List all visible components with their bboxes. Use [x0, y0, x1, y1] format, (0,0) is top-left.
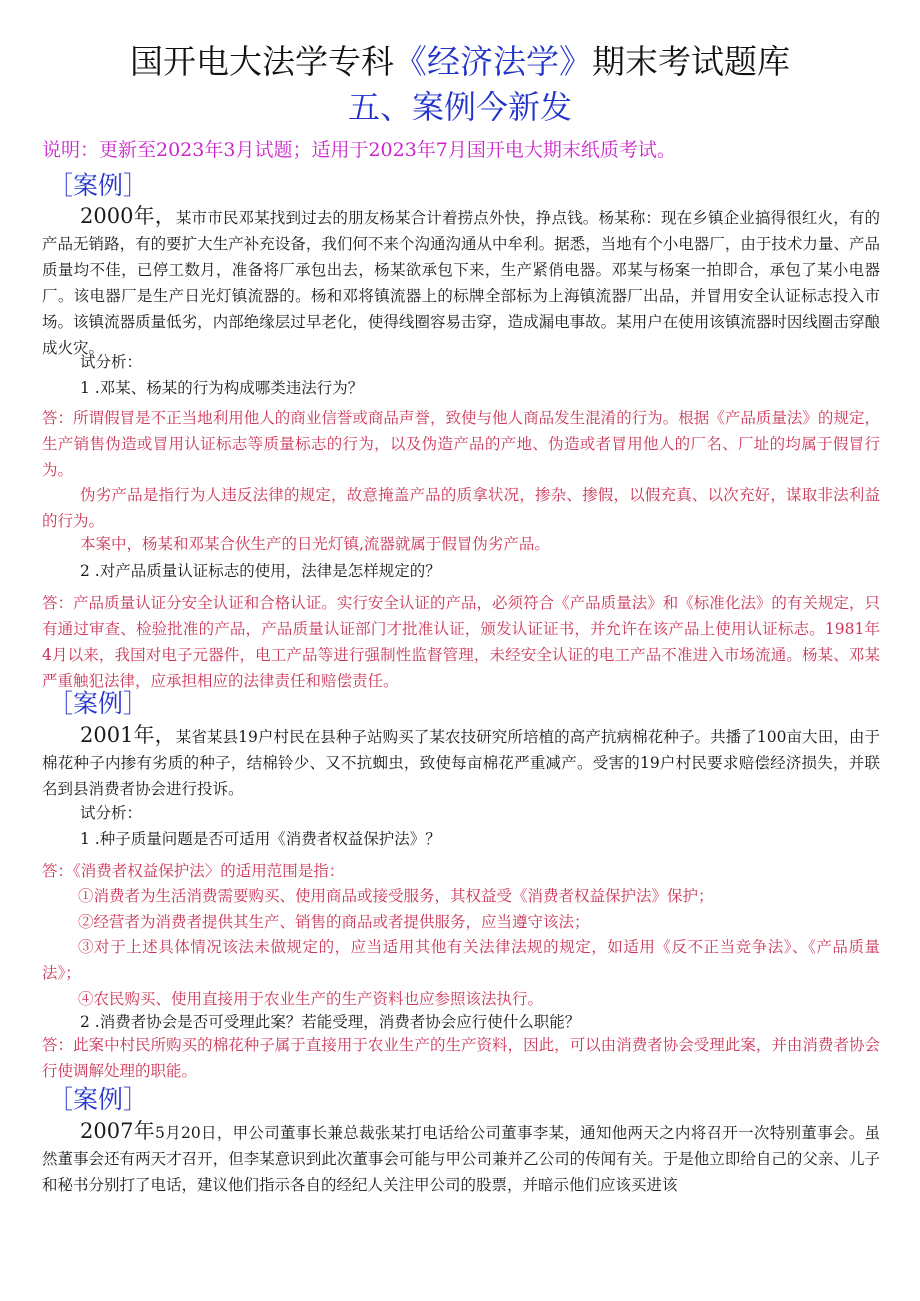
case1-answer-1: 答：所谓假冒是不正当地利用他人的商业信誉或商品声誉，致使与他人商品发生混淆的行为。根据《产品质量法》的规定，生产销售伪造或冒用认证标志等质量标志的行为，以及伪造产品的产地、伪造或者冒用他人的厂名、厂址的均属于假冒行为。 [42, 409, 880, 479]
case1-analyze-label: 试分析： [80, 353, 143, 371]
case-label-2: ［案例］ [48, 689, 149, 718]
document-title [0, 40, 920, 84]
title-suffix: 期末考试题库 [592, 42, 790, 81]
case2-paragraph [42, 722, 880, 802]
case3-year: 2007年 [80, 1119, 156, 1143]
case2-question-2: 2 .消费者协会是否可受理此案？若能受理，消费者协会应行使什么职能？ [80, 1013, 581, 1031]
case-label-1: ［案例］ [48, 171, 149, 200]
case2-text: 某省某县19户村民在县种子站购买了某农技研究所培植的高产抗病棉花种子。共播了100亩大田，由于棉花种子内掺有劣质的种子，结棉铃少、又不抗蜘虫，致使每亩棉花严重减产。受害的19户村民要求赔偿经济损失，并联名到县消费者协会进行投诉。 [42, 728, 881, 798]
case2-answer-1: 答：《消费者权益保护法〉的适用范围是指： [42, 862, 345, 880]
case2-answer-2: 答：此案中村民所购买的棉花种子属于直接用于农业生产的生产资料，因此，可以由消费者协会受理此案，并由消费者协会行使调解处理的职能。 [42, 1036, 880, 1080]
case2-item-1: ①消费者为生活消费需要购买、使用商品或接受服务，其权益受《消费者权益保护法》保护； [78, 887, 714, 905]
case1-answer-1c: 本案中，杨某和邓某合伙生产的日光灯镇,流器就属于假冒伪劣产品。 [80, 535, 550, 553]
case3-text: 5月20日，甲公司董事长兼总裁张某打电话给公司董事李某，通知他两天之内将召开一次特别董事会。虽然董事会还有两天才召开，但李某意识到此次董事会可能与甲公司兼并乙公司的传闻有关。于是他立即给自己的父亲、儿子和秘书分别打了电话，建议他们指示各自的经纪人关注甲公司的股票，并暗示他们应该买进该 [42, 1124, 880, 1194]
case2-year: 2001年， [80, 723, 176, 747]
section-subtitle: 五、案例今新发 [347, 88, 572, 126]
case1-paragraph [42, 203, 880, 361]
case2-question-1: 1 .种子质量问题是否可适用《消费者权益保护法》？ [80, 830, 441, 848]
case1-text: 某市市民邓某找到过去的朋友杨某合计着捞点外快，挣点钱。杨某称：现在乡镇企业搞得很红火，有的产品无销路，有的要扩大生产补充设备，我们何不来个沟通沟通从中牟利。据悉，当地有个小电器厂，由于技术力量、产品质量均不佳，已停工数月，准备将厂承包出去，杨某欲承包下来，生产紧俏电器。邓某与杨案一拍即合，承包了某小电器厂。该电器厂是生产日光灯镇流器的。杨和邓将镇流器上的标牌全部标为上海镇流器厂出品，并冒用安全认证标志投入市场。该镇流器质量低劣，内部绝缘层过早老化，使得线圈容易击穿，造成漏电事故。某用户在使用该镇流器时因线圈击穿酿成火灾。 [42, 209, 880, 357]
case2-item-3: ③对于上述具体情况该法未做规定的，应当适用其他有关法律法规的规定，如适用《反不正当竞争法》、《产品质量法》； [42, 938, 880, 982]
case2-analyze-label: 试分析： [80, 804, 143, 822]
update-note: 说明：更新至2023年3月试题；适用于2023年7月国开电大期末纸质考试。 [42, 139, 676, 161]
case-label-3: ［案例］ [48, 1085, 149, 1114]
title-course: 《经济法学》 [394, 42, 592, 81]
case1-question-1: 1 .邓某、杨某的行为构成哪类违法行为？ [80, 379, 364, 397]
case3-paragraph [42, 1118, 880, 1198]
case1-year: 2000年， [80, 204, 176, 228]
case1-answer-1b: 伪劣产品是指行为人违反法律的规定，故意掩盖产品的质拿状况，掺杂、掺假，以假充真、以次充好，谋取非法利益的行为。 [42, 486, 880, 530]
case2-item-4: ④农民购买、使用直接用于农业生产的生产资料也应参照该法执行。 [78, 990, 544, 1008]
case1-answer-2: 答：产品质量认证分安全认证和合格认证。实行安全认证的产品，必须符合《产品质量法》和《标准化法》的有关规定，只有通过审查、检验批准的产品，产品质量认证部门才批准认证，颁发认证证书，并允许在该产品上使用认证标志。1981年4月以来，我国对电子元器件，电工产品等进行强制性监督管理，未经安全认证的电工产品不准进入市场流通。杨某、邓某严重触犯法律，应承担相应的法律责任和赔偿责任。 [42, 594, 880, 690]
case1-question-2: 2 .对产品质量认证标志的使用，法律是怎样规定的？ [80, 562, 441, 580]
title-prefix: 国开电大法学专科 [130, 42, 394, 81]
case2-item-2: ②经营者为消费者提供其生产、销售的商品或者提供服务，应当遵守该法； [78, 913, 590, 931]
